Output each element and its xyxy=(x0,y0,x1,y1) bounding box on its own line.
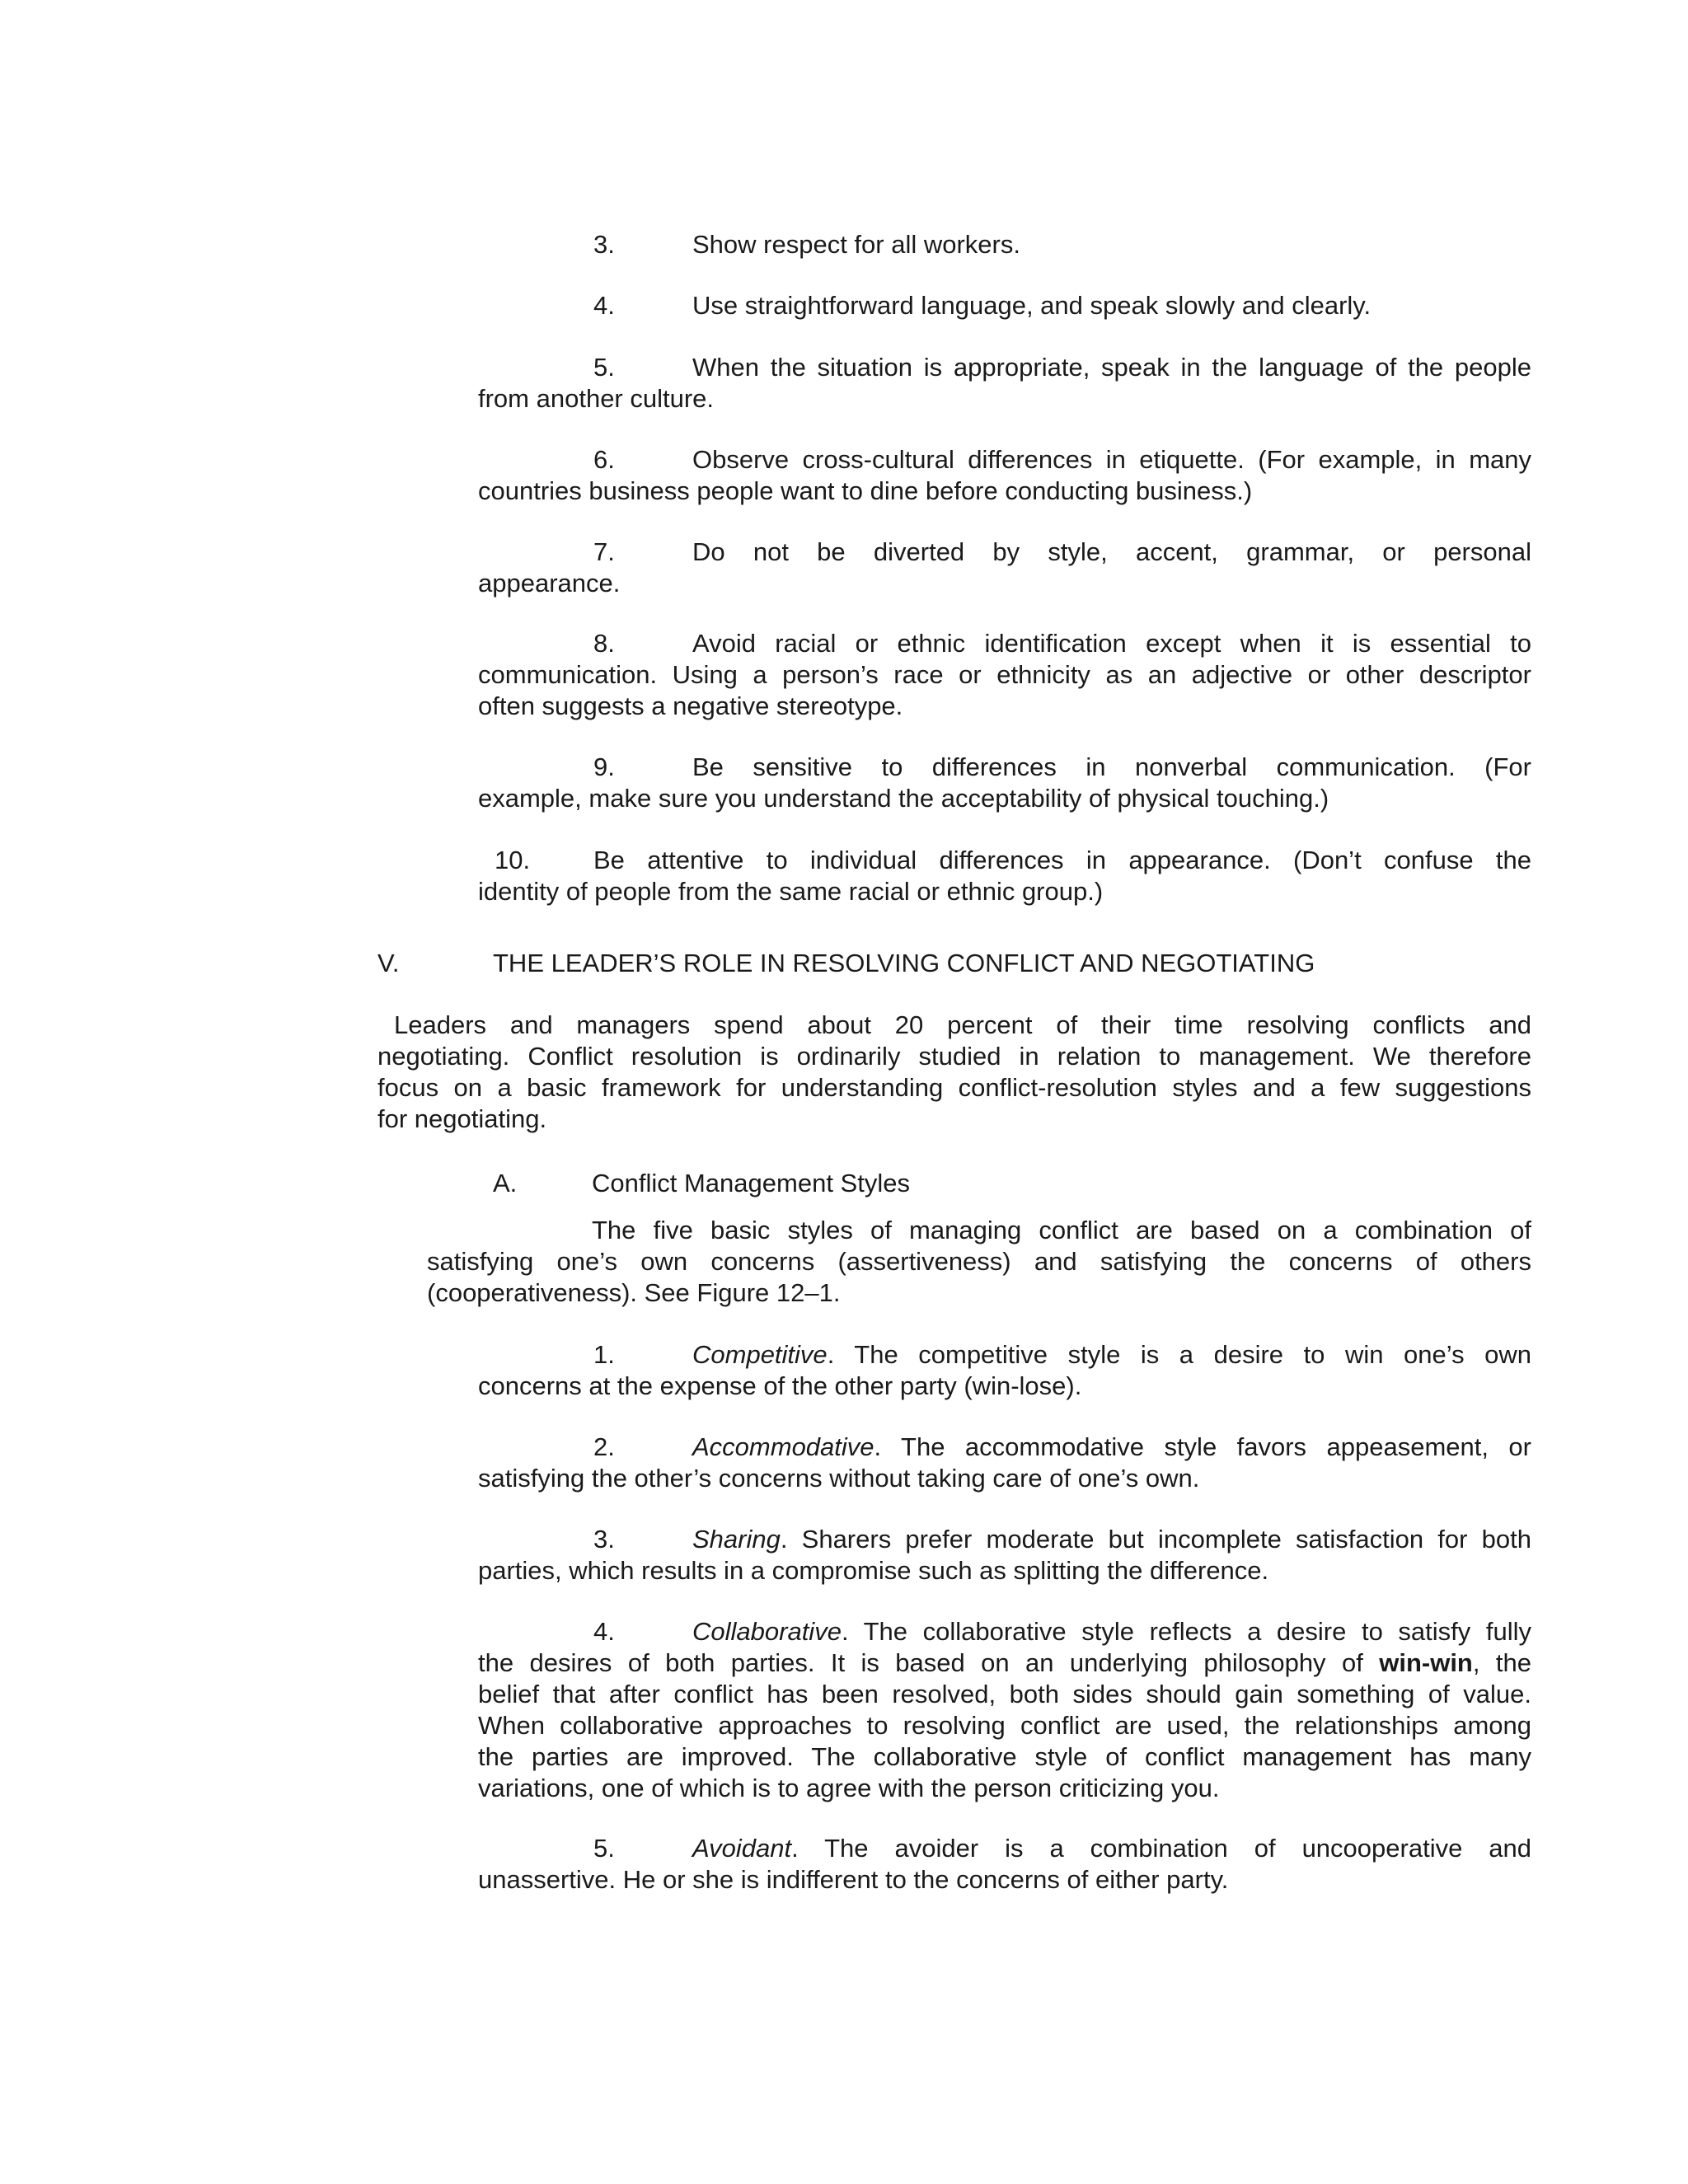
conflict-style-item: 3. Sharing. Sharers prefer moderate but incomplete satisfaction for both parties, which results in a compromise such as splitting the difference. xyxy=(478,1525,1531,1585)
win-win-term: win-win xyxy=(1379,1648,1473,1677)
style-term: Avoidant xyxy=(692,1834,792,1863)
section-title: THE LEADER’S ROLE IN RESOLVING CONFLICT AND NEGOTIATING xyxy=(493,949,1315,977)
conflict-style-item: 5. Avoidant. The avoider is a combination of uncooperative and unassertive. He or she is indifferent to the concerns of either party. xyxy=(478,1834,1531,1894)
item-text-continued: often suggests a negative stereotype. xyxy=(478,691,903,720)
item-text: Use straightforward language, and speak slowly and clearly. xyxy=(692,291,1372,320)
conflict-style-item: 2. Accommodative. The accommodative style favors appeasement, or satisfying the other’s concerns without taking care of one’s own. xyxy=(478,1432,1531,1493)
item-number: 1. xyxy=(593,1340,615,1369)
item-text: Observe cross-cultural differences in etiquette. (For example, in many xyxy=(692,445,1531,474)
styles-intro-paragraph: The five basic styles of managing conflict are based on a combination of satisfying one’s own concerns (assertiveness) and satisfying the concerns of others (cooperativeness). See Figure 12–1. xyxy=(427,1216,1531,1307)
item-text-continued: from another culture. xyxy=(478,384,715,413)
list-item xyxy=(478,845,1531,907)
conflict-style-item: 1. Competitive. The competitive style is a desire to win one’s own concerns at the expense of the other party (win-lose). xyxy=(478,1340,1531,1400)
item-number: 3. xyxy=(593,230,615,259)
item-number: 6. xyxy=(593,445,615,474)
list-item xyxy=(478,352,1531,415)
item-text-continued: example, make sure you understand the acceptability of physical touching.) xyxy=(478,784,1329,813)
style-term: Competitive xyxy=(692,1340,828,1369)
list-item xyxy=(478,752,1531,814)
item-text-continued: countries business people want to dine before conducting business.) xyxy=(478,476,1253,505)
item-text-continued: communication. Using a person’s race or ethnicity as an adjective or other descriptor xyxy=(478,660,1531,689)
item-text-continued: appearance. xyxy=(478,569,621,598)
item-number: 8. xyxy=(593,629,615,658)
style-term: Sharing xyxy=(692,1525,781,1554)
conflict-style-item: 4. Collaborative. The collaborative style reflects a desire to satisfy fully the desires of both parties. It is based on an underlying philosophy of win-win, the belief that after conflict has been resolved, both sides should gain something of value. When collaborative approaches to resolving conflict are used, the relationships among the parties are improved. The collaborative style of conflict management has many variations, one of which is to agree with the person criticizing you. xyxy=(478,1617,1531,1802)
item-text: Be attentive to individual differences in appearance. (Don’t confuse the xyxy=(593,846,1531,874)
list-item xyxy=(478,290,1531,321)
item-number: 10. xyxy=(495,846,531,874)
section-number: V. xyxy=(377,949,400,977)
item-text: Do not be diverted by style, accent, grammar, or personal xyxy=(692,537,1531,566)
item-number: 3. xyxy=(593,1525,615,1554)
list-item xyxy=(478,537,1531,599)
item-number: 5. xyxy=(593,353,615,382)
subsection-letter: A. xyxy=(493,1169,518,1197)
subsection-title: Conflict Management Styles xyxy=(592,1169,910,1197)
item-text-continued: identity of people from the same racial or ethnic group.) xyxy=(478,877,1104,906)
item-number: 7. xyxy=(593,537,615,566)
intro-paragraph: Leaders and managers spend about 20 percent of their time resolving conflicts and negotiating. Conflict resolution is ordinarily studied in relation to management. We therefore focus on a basic framework for understanding conflict-resolution styles and a few suggestions for negotiating. xyxy=(377,1010,1531,1133)
item-number: 5. xyxy=(593,1834,615,1863)
item-text: Show respect for all workers. xyxy=(692,230,1020,259)
item-text: Be sensitive to differences in nonverbal communication. (For xyxy=(692,752,1531,781)
item-number: 4. xyxy=(593,1617,615,1646)
item-number: 4. xyxy=(593,291,615,320)
item-text: Avoid racial or ethnic identification except when it is essential to xyxy=(692,629,1531,658)
item-number: 9. xyxy=(593,752,615,781)
item-text: When the situation is appropriate, speak in the language of the people xyxy=(692,353,1531,382)
style-term: Accommodative xyxy=(692,1432,874,1461)
style-term: Collaborative xyxy=(692,1617,842,1646)
list-item xyxy=(478,444,1531,507)
list-item xyxy=(478,229,1531,260)
list-item xyxy=(478,628,1531,722)
item-number: 2. xyxy=(593,1432,615,1461)
